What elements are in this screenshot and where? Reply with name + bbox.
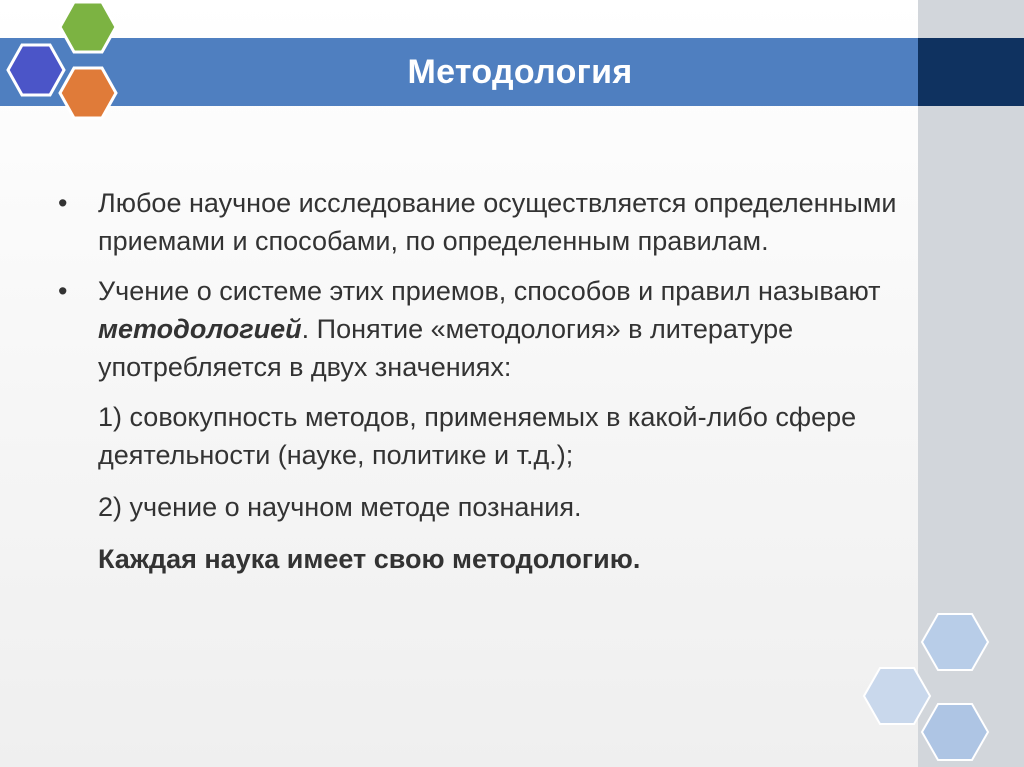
meaning-item: 2) учение о научном методе познания. — [98, 492, 582, 522]
bullet-text: Любое научное исследование осуществляется определенными приемами и способами, по определенным правилам. — [98, 188, 897, 256]
bullet-item — [58, 184, 918, 260]
blue-hexagon — [8, 45, 64, 95]
deco-hex-top — [922, 614, 988, 670]
conclusion-text: Каждая наука имеет свою методологию. — [98, 544, 641, 574]
emphasized-term: методологией — [98, 314, 302, 344]
bullet-marker: • — [58, 276, 68, 306]
meaning-item: 1) совокупность методов, применяемых в какой-либо сфере деятельности (науке, политике и т.д.); — [98, 402, 857, 470]
bullet-marker: • — [58, 188, 68, 218]
slide-title: Методология — [407, 53, 633, 91]
hexagon-logo-icon — [0, 0, 130, 125]
slide-content — [58, 184, 918, 578]
bullet-item — [58, 272, 918, 386]
bullet-text-before: Учение о системе этих приемов, способов и правил называют — [98, 276, 881, 306]
orange-hexagon — [60, 68, 116, 118]
title-bar-dark-segment — [918, 38, 1024, 106]
decorative-hexagons-icon — [850, 610, 1024, 767]
green-hexagon — [60, 2, 116, 52]
deco-hex-left — [864, 668, 930, 724]
deco-hex-bottom — [922, 704, 988, 760]
bullet-text-after: . Понятие «методология» в литературе употребляется в двух значениях: — [98, 314, 794, 382]
